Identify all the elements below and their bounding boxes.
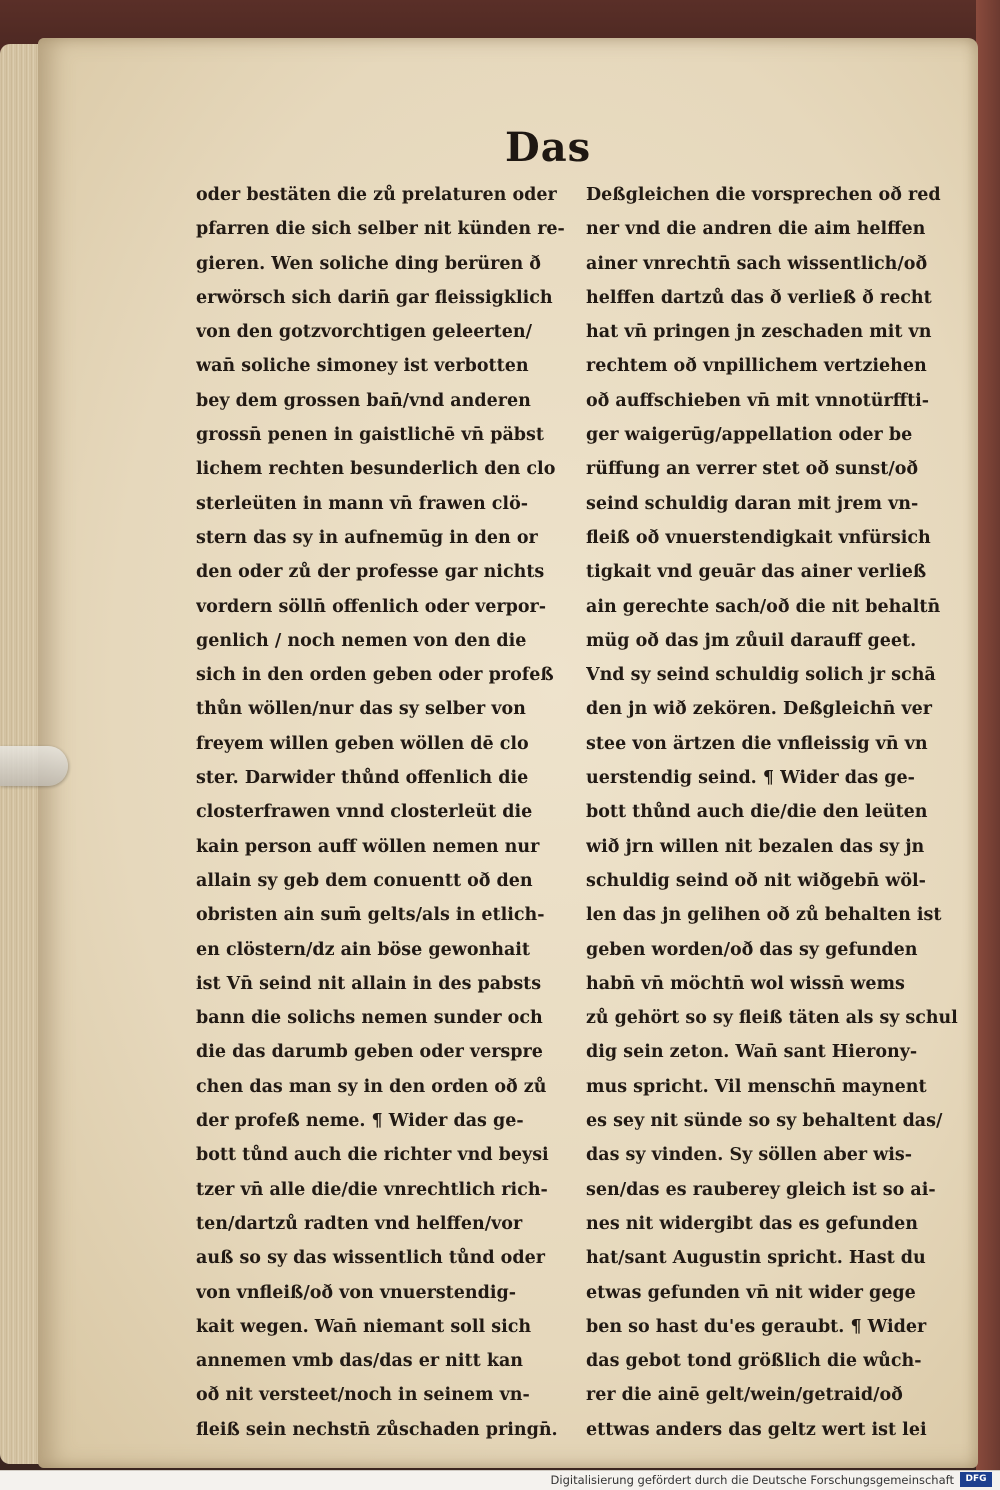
text-line: auß so sy das wissentlich tůnd oder <box>196 1248 545 1269</box>
text-line: vordern sölln̄ offenlich oder verpor- <box>196 596 547 617</box>
text-line: freyem willen geben wöllen dē clo <box>196 733 529 754</box>
text-line: sich in den orden geben oder profeß <box>196 665 554 686</box>
text-line: wið jrn willen nit bezalen das sy jn <box>586 836 925 857</box>
text-line: von den gotzvorchtigen geleerten/ <box>196 322 532 343</box>
page-heading: Das <box>505 124 592 171</box>
text-line: habn̄ vn̄ möchtn̄ wol wissn̄ wems <box>586 973 905 994</box>
text-line: nes nit widergibt das es gefunden <box>586 1213 918 1234</box>
text-line: oder bestäten die zů prelaturen oder <box>196 185 557 205</box>
text-line: von vnfleiß/oð von vnuerstendig- <box>196 1282 516 1303</box>
text-line: hat vn̄ pringen jn zeschaden mit vn <box>586 322 932 343</box>
text-line: genlich / noch nemen von den die <box>196 630 527 651</box>
text-line: stern das sy in aufnemūg in den or <box>196 527 538 548</box>
text-line: uerstendig seind. ¶ Wider das ge- <box>586 768 915 789</box>
text-line: ain gerechte sach/oð die nit behaltn̄ <box>586 596 941 617</box>
text-line: die das darumb geben oder verspre <box>196 1042 543 1063</box>
page-marker-clip <box>0 746 68 786</box>
text-line: rechtem oð vnpillichem vertziehen <box>586 356 927 377</box>
text-line: den oder zů der professe gar nichts <box>196 562 545 583</box>
text-line: wan̄ soliche simoney ist verbotten <box>196 356 529 377</box>
footer-credit: Digitalisierung gefördert durch die Deutsche Forschungsgemeinschaft <box>550 1473 954 1487</box>
text-line: tzer vn̄ alle die/die vnrechtlich rich- <box>196 1179 548 1200</box>
text-line: etwas gefunden vn̄ nit wider gege <box>586 1282 916 1303</box>
text-line: lichem rechten besunderlich den clo <box>196 459 556 480</box>
text-line: gieren. Wen soliche ding berüren ð <box>196 253 541 274</box>
text-line: rüffung an verrer stet oð sunst/oð <box>586 459 919 480</box>
text-line: obristen ain sum̄ gelts/als in etlich- <box>196 905 545 926</box>
text-line: ster. Darwider thůnd offenlich die <box>196 768 529 789</box>
text-line: fleiß sein nechstn̄ zůschaden pringn̄. <box>196 1419 558 1440</box>
text-line: bott thůnd auch die/die den leüten <box>586 802 928 823</box>
book-cover-right <box>976 0 1000 1470</box>
text-line: allain sy geb dem conuentt oð den <box>196 870 533 891</box>
text-line: hat/sant Augustin spricht. Hast du <box>586 1248 926 1269</box>
text-line: len das jn gelihen oð zů behalten ist <box>586 905 942 926</box>
text-line: closterfrawen vnnd closterleüt die <box>196 802 533 823</box>
text-line: sterleüten in mann vn̄ frawen clö- <box>196 493 529 514</box>
text-line: ettwas anders das geltz wert ist lei <box>586 1419 927 1440</box>
text-line: tigkait vnd geuār das ainer verließ <box>586 562 927 583</box>
text-line: ner vnd die andren die aim helffen <box>586 219 926 240</box>
text-line: erwörsch sich darin̄ gar fleissigklich <box>196 287 553 308</box>
text-line: schuldig seind oð nit wiðgebn̄ wöl- <box>586 870 926 891</box>
text-line: seind schuldig daran mit jrem vn- <box>586 493 919 514</box>
text-line: oð nit versteet/noch in seinem vn- <box>196 1385 530 1406</box>
dfg-logo-icon: DFG <box>960 1472 992 1487</box>
text-line: es sey nit sünde so sy behaltent das/ <box>586 1111 943 1132</box>
text-line: fleiß oð vnuerstendigkait vnfürsich <box>586 527 931 548</box>
text-line: kait wegen. Wan̄ niemant soll sich <box>196 1316 532 1337</box>
left-text-column <box>196 178 568 1447</box>
text-line: das gebot tond größlich die wůch- <box>586 1351 922 1372</box>
text-line: bott tůnd auch die richter vnd beysi <box>196 1145 549 1166</box>
text-line: sen/das es rauberey gleich ist so ai- <box>586 1179 936 1200</box>
text-line: thůn wöllen/nur das sy selber von <box>196 699 526 720</box>
text-line: ger waigerūg/appellation oder be <box>586 425 913 446</box>
text-line: ainer vnrechtn̄ sach wissentlich/oð <box>586 253 928 274</box>
right-text-column <box>586 178 958 1447</box>
text-line: chen das man sy in den orden oð zů <box>196 1076 547 1097</box>
text-line: ben so hast du'es geraubt. ¶ Wider <box>586 1316 927 1337</box>
text-line: helffen dartzů das ð verließ ð recht <box>586 287 932 308</box>
text-line: zů gehört so sy fleiß täten als sy schul <box>586 1008 958 1029</box>
text-line: ist Vn̄ seind nit allain in des pabsts <box>196 973 542 994</box>
text-line: en clöstern/dz ain böse gewonhait <box>196 939 531 960</box>
text-line: Deßgleichen die vorsprechen oð red <box>586 185 941 205</box>
text-line: bey dem grossen ban̄/vnd anderen <box>196 390 531 411</box>
text-line: annemen vmb das/das er nitt kan <box>196 1351 524 1372</box>
text-line: mus spricht. Vil menschn̄ maynent <box>586 1076 927 1097</box>
text-line: grossn̄ penen in gaistlichē vn̄ päbst <box>196 425 544 446</box>
text-line: stee von ärtzen die vnfleissig vn̄ vn <box>586 733 928 754</box>
text-line: das sy vinden. Sy söllen aber wis- <box>586 1145 912 1166</box>
text-line: geben worden/oð das sy gefunden <box>586 939 918 960</box>
text-line: dig sein zeton. Wan̄ sant Hierony- <box>586 1042 918 1063</box>
text-line: kain person auff wöllen nemen nur <box>196 836 540 857</box>
text-line: den jn wið zekören. Deßgleichn̄ ver <box>586 699 932 720</box>
text-line: rer die ainē gelt/wein/getraid/oð <box>586 1385 903 1406</box>
text-line: Vnd sy seind schuldig solich jr schā <box>586 665 936 686</box>
text-line: der profeß neme. ¶ Wider das ge- <box>196 1111 524 1132</box>
text-line: oð auffschieben vn̄ mit vnnotürffti- <box>586 390 930 411</box>
text-line: müg oð das jm zůuil darauff geet. <box>586 630 917 651</box>
text-line: ten/dartzů radten vnd helffen/vor <box>196 1213 523 1234</box>
text-line: bann die solichs nemen sunder och <box>196 1008 543 1029</box>
text-line: pfarren die sich selber nit künden re- <box>196 219 565 240</box>
